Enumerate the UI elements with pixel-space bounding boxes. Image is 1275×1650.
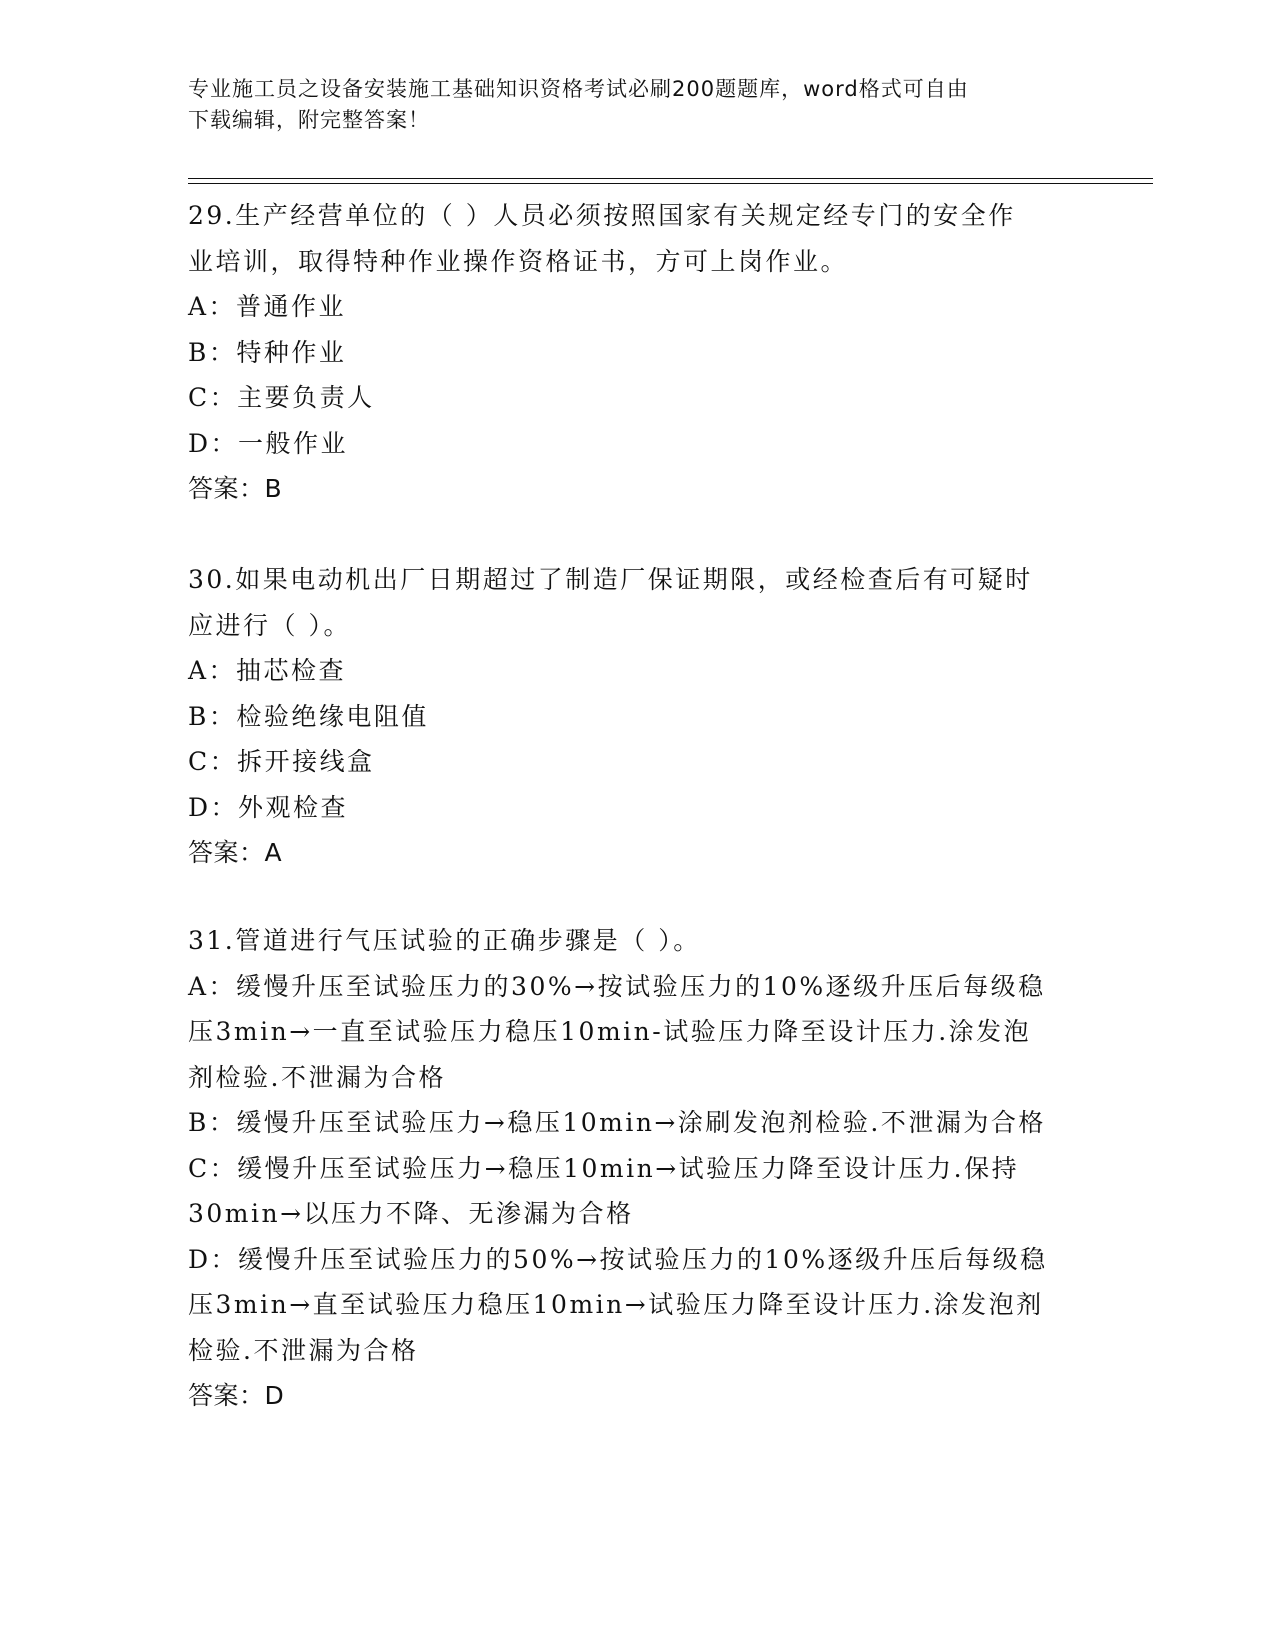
question-31: [188, 918, 1088, 1419]
question-stem-line: 29.生产经营单位的（ ）人员必须按照国家有关规定经专门的安全作: [188, 201, 1016, 230]
option-d: D：一般作业: [188, 428, 349, 458]
option-a-line-1: A：缓慢升压至试验压力的30%→按试验压力的10%逐级升压后每级稳: [188, 971, 1046, 1001]
option-c-line-2: 30min→以压力不降、无渗漏为合格: [188, 1199, 634, 1228]
option-a: A：抽芯检查: [188, 656, 347, 685]
question-stem-line: 30.如果电动机出厂日期超过了制造厂保证期限，或经检查后有可疑时: [188, 565, 1033, 594]
option-b: B：特种作业: [188, 337, 347, 367]
question-29: [188, 193, 1088, 512]
question-30: [188, 557, 1088, 876]
header-divider-top: [188, 178, 1153, 179]
option-b: B：缓慢升压至试验压力→稳压10min→涂刷发泡剂检验.不泄漏为合格: [188, 1108, 1046, 1137]
question-stem-line: 31.管道进行气压试验的正确步骤是（ ）。: [188, 926, 701, 955]
option-d: D：外观检查: [188, 792, 349, 822]
answer-line: 答案：A: [188, 838, 283, 867]
option-c: C：拆开接线盒: [188, 747, 375, 776]
header-line-2: 下载编辑，附完整答案！: [188, 108, 430, 132]
question-stem-line: 业培训，取得特种作业操作资格证书，方可上岗作业。: [188, 246, 849, 276]
option-d-line-3: 检验.不泄漏为合格: [188, 1335, 419, 1365]
question-stem-line: 应进行（ ）。: [188, 610, 351, 640]
document-header: [188, 74, 1088, 136]
option-a-line-3: 剂检验.不泄漏为合格: [188, 1062, 446, 1092]
header-line-1: 专业施工员之设备安装施工基础知识资格考试必刷200题题库，word格式可自由: [188, 77, 969, 101]
header-divider-bottom: [188, 183, 1153, 184]
option-a: A：普通作业: [188, 292, 347, 321]
option-c-line-1: C：缓慢升压至试验压力→稳压10min→试验压力降至设计压力.保持: [188, 1153, 1020, 1183]
option-c: C：主要负责人: [188, 383, 375, 412]
option-d-line-2: 压3min→直至试验压力稳压10min→试验压力降至设计压力.涂发泡剂: [188, 1290, 1044, 1319]
answer-line: 答案：B: [188, 474, 283, 503]
option-a-line-2: 压3min→一直至试验压力稳压10min-试验压力降至设计压力.涂发泡: [188, 1017, 1032, 1046]
answer-line: 答案：D: [188, 1381, 285, 1410]
option-d-line-1: D：缓慢升压至试验压力的50%→按试验压力的10%逐级升压后每级稳: [188, 1244, 1048, 1274]
option-b: B：检验绝缘电阻值: [188, 701, 429, 731]
